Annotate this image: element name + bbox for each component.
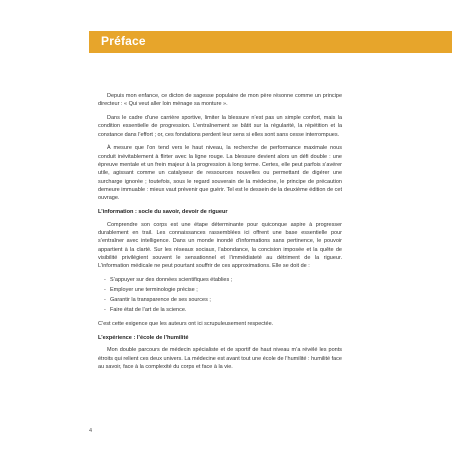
list-item: - Faire état de l’art de la science. bbox=[104, 307, 187, 314]
intro-paragraph-2: Dans le cadre d’une carrière sportive, limiter la blessure n’est pas un simple confort, mais la condition essentielle de progression. L’entraînement se bâtit sur la régularité, la répétition et la constance dans l’effort ; or, ces fondations perdent leur sens si elles sont sans cesse interrompues. bbox=[98, 115, 342, 138]
requirements-list bbox=[98, 276, 342, 314]
information-closing: C’est cette exigence que les auteurs ont ici scrupuleusement respectée. bbox=[98, 320, 274, 327]
experience-paragraph: Mon double parcours de médecin spécialiste et de sportif de haut niveau m’a révélé les ponts étroits qui relient ces deux univers. La médecine est avant tout une école de l’humilité : humilité face au savoir, face à la complexité du corps et face à la vie. bbox=[98, 347, 342, 371]
section-heading-experience: L’expérience : l’école de l’humilité bbox=[98, 334, 189, 341]
list-item: - S’appuyer sur des données scientifiques établies ; bbox=[104, 277, 233, 284]
intro-paragraph-1: Depuis mon enfance, ce dicton de sagesse populaire de mon père résonne comme un principe directeur : « Qui veut aller loin ménage sa monture ». bbox=[98, 93, 342, 108]
intro-paragraph-3: À mesure que l’on tend vers le haut niveau, la recherche de performance maximale nous conduit inévitablement à flirter avec la ligne rouge. La blessure devient alors un défi double : une épreuve mentale et un frein majeur à la progression à long terme. Certes, elle peut parfois s’avérer utile, agissant comme un catalyseur de ressources nouvelles ou permettant de digérer une surcharge ignorée ; toutefois, sous le regard souverain de la médecine, le principe de précaution demeure immuable : mieux vaut prévenir que guérir. Tel est le dessein de la deuxième édition de cet ouvrage. bbox=[98, 145, 342, 202]
list-item-text: S’appuyer sur des données scientifiques établies ; bbox=[110, 277, 233, 284]
preface-body bbox=[98, 92, 342, 377]
list-item: - Garantir la transparence de ses sources ; bbox=[104, 297, 211, 304]
list-item-text: Employer une terminologie précise ; bbox=[110, 287, 198, 294]
list-item-text: Faire état de l’art de la science. bbox=[110, 307, 187, 314]
information-paragraph: Comprendre son corps est une étape déterminante pour quiconque aspire à progresser durablement en trail. Les connaissances rassemblées ici offrent une base essentielle pour s’entraîner avec intelligence. Dans un monde inondé d’informations sans pertinence, le pouvoir appartient à la clarté. Sur les réseaux sociaux, l’abondance, la concision imposée et la quête de visibilité privilégient souvent le sensationnel et l’immédiateté au détriment de la rigueur. L’information médicale ne peut pourtant souffrir de ces approximations. Elle se doit de : bbox=[98, 221, 342, 270]
page-number: 4 bbox=[89, 428, 93, 434]
section-heading-information: L’information : socle du savoir, devoir de rigueur bbox=[98, 209, 228, 216]
page-title: Préface bbox=[101, 34, 146, 48]
list-item: - Employer une terminologie précise ; bbox=[104, 287, 198, 294]
list-item-text: Garantir la transparence de ses sources ; bbox=[110, 297, 211, 304]
